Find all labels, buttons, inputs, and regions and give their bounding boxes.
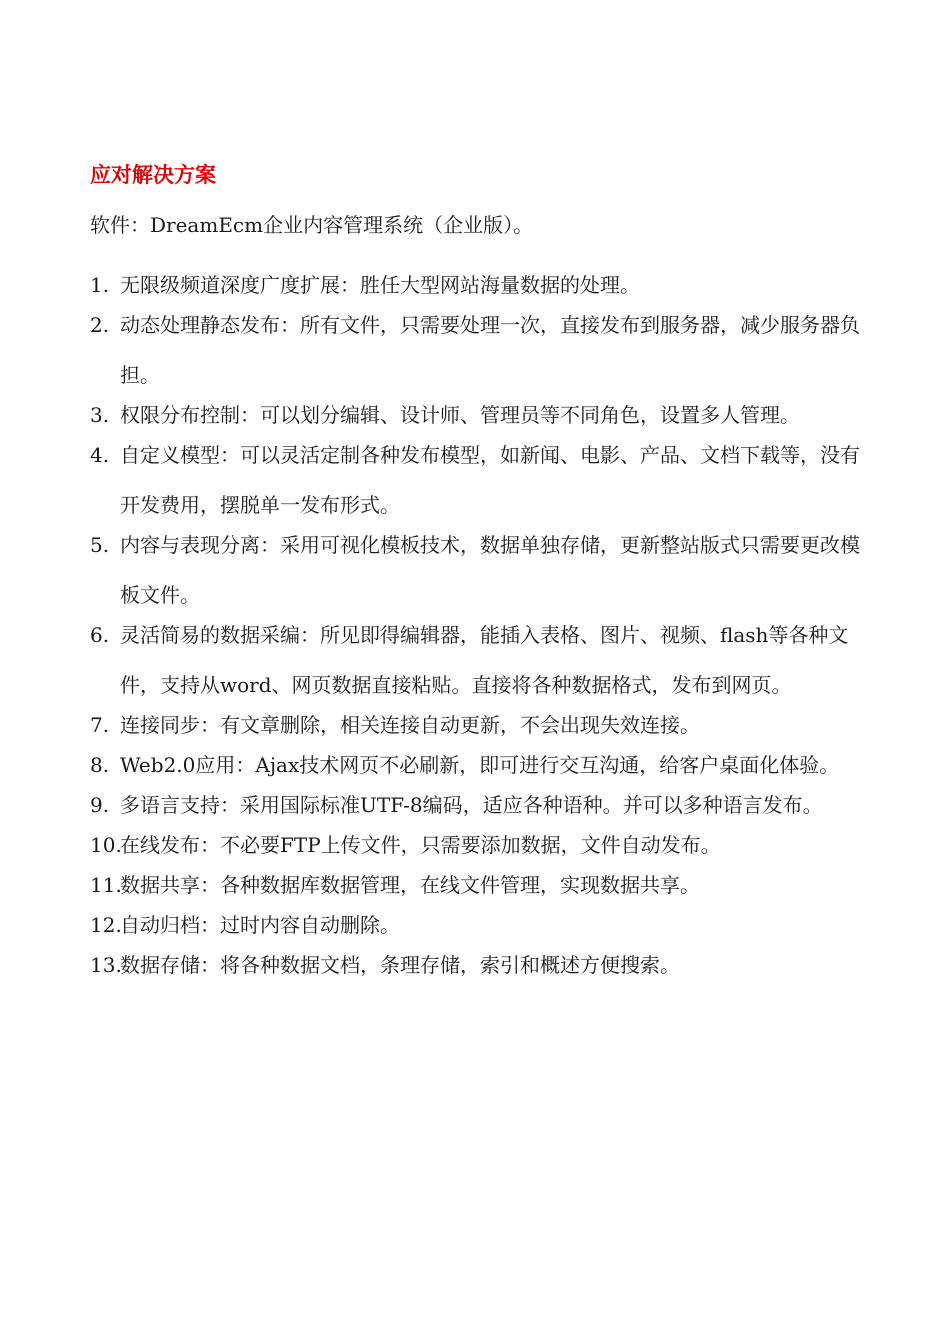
section-heading: 应对解决方案 [90, 162, 216, 187]
item-number: 9. [90, 793, 110, 817]
list-item [90, 520, 865, 620]
list-item [90, 940, 865, 990]
item-number: 3. [90, 403, 110, 427]
item-text: 数据存储：将各种数据文档，条理存储，索引和概述方便搜索。 [120, 953, 680, 977]
item-number: 6. [90, 623, 110, 647]
software-intro: 软件：DreamEcm企业内容管理系统（企业版）。 [90, 213, 534, 237]
item-text: 自动归档：过时内容自动删除。 [120, 913, 400, 937]
list-item [90, 610, 865, 710]
item-text: 动态处理静态发布：所有文件，只需要处理一次，直接发布到服务器，减少服务器负担。 [120, 313, 860, 387]
item-text: 无限级频道深度广度扩展：胜任大型网站海量数据的处理。 [120, 273, 640, 297]
item-number: 7. [90, 713, 110, 737]
feature-list [90, 260, 865, 990]
item-text: 在线发布：不必要FTP上传文件，只需要添加数据，文件自动发布。 [120, 833, 721, 857]
item-number: 8. [90, 753, 110, 777]
item-text: 灵活简易的数据采编：所见即得编辑器，能插入表格、图片、视频、flash等各种文件，支持从word、网页数据直接粘贴。直接将各种数据格式，发布到网页。 [120, 623, 849, 697]
item-number: 10. [90, 833, 122, 857]
item-number: 5. [90, 533, 110, 557]
item-text: 多语言支持：采用国际标准UTF-8编码，适应各种语种。并可以多种语言发布。 [120, 793, 823, 817]
item-text: 内容与表现分离：采用可视化模板技术，数据单独存储，更新整站版式只需要更改模板文件。 [120, 533, 860, 607]
list-item [90, 300, 865, 400]
item-number: 12. [90, 913, 122, 937]
item-number: 2. [90, 313, 110, 337]
item-text: 自定义模型：可以灵活定制各种发布模型，如新闻、电影、产品、文档下载等，没有开发费用，摆脱单一发布形式。 [120, 443, 860, 517]
list-item [90, 430, 865, 530]
item-text: Web2.0应用：Ajax技术网页不必刷新，即可进行交互沟通，给客户桌面化体验。 [120, 753, 840, 777]
item-number: 1. [90, 273, 110, 297]
item-text: 连接同步：有文章删除，相关连接自动更新，不会出现失效连接。 [120, 713, 700, 737]
item-text: 权限分布控制：可以划分编辑、设计师、管理员等不同角色，设置多人管理。 [120, 403, 800, 427]
item-number: 13. [90, 953, 122, 977]
item-text: 数据共享：各种数据库数据管理，在线文件管理，实现数据共享。 [120, 873, 700, 897]
item-number: 4. [90, 443, 110, 467]
item-number: 11. [90, 873, 122, 897]
